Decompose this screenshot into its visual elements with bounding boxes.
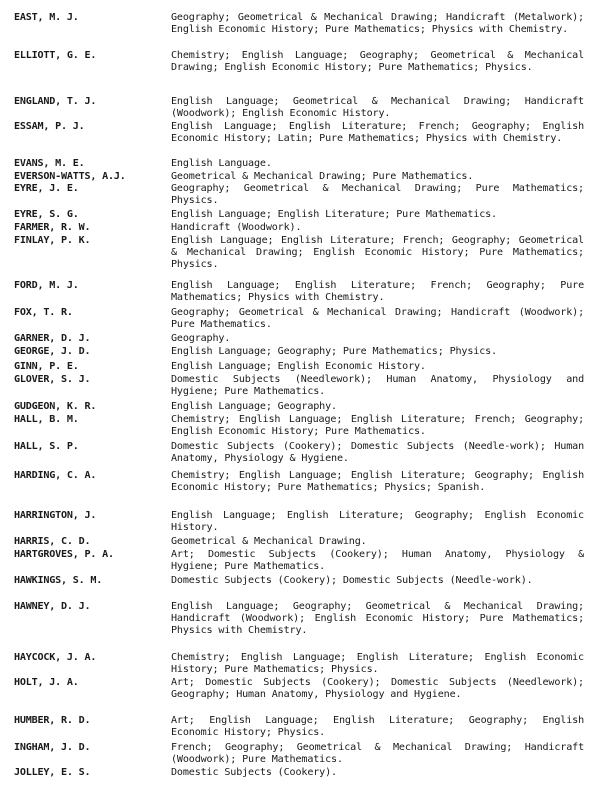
candidate-name: GLOVER, S. J. — [14, 374, 91, 385]
candidate-subjects: English Language; English Literature; French; Geography; Pure Mathematics; Physics with Chemistry. — [171, 280, 584, 303]
candidate-name: ENGLAND, T. J. — [14, 96, 97, 107]
candidate-subjects: Geography; Geometrical & Mechanical Drawing; Handicraft (Woodwork); Pure Mathematics. — [171, 307, 584, 330]
candidate-subjects: English Language; English Literature; French; Geography; Geometrical & Mechanical Drawing; English Economic History; Pure Mathematics; Physics. — [171, 235, 584, 270]
candidate-name: GARNER, D. J. — [14, 333, 91, 344]
candidate-name: EVERSON-WATTS, A.J. — [14, 171, 126, 182]
candidate-name: EAST, M. J. — [14, 12, 79, 23]
candidate-subjects: Art; Domestic Subjects (Cookery); Human Anatomy, Physiology & Hygiene; Pure Mathematics. — [171, 549, 584, 572]
candidate-name: ESSAM, P. J. — [14, 121, 85, 132]
candidate-name: EYRE, J. E. — [14, 183, 79, 194]
candidate-name: ELLIOTT, G. E. — [14, 50, 97, 61]
candidate-name: HARTGROVES, P. A. — [14, 549, 114, 560]
candidate-name: HALL, B. M. — [14, 414, 79, 425]
candidate-name: HARRIS, C. D. — [14, 536, 91, 547]
candidate-subjects: Geography; Geometrical & Mechanical Drawing; Pure Mathematics; Physics. — [171, 183, 584, 206]
candidate-subjects: English Language. — [171, 158, 272, 169]
candidate-subjects: Geometrical & Mechanical Drawing. — [171, 536, 367, 547]
candidate-subjects: Domestic Subjects (Cookery); Domestic Subjects (Needle-work); Human Anatomy, Physiology & Hygiene. — [171, 441, 584, 464]
candidate-name: GEORGE, J. D. — [14, 346, 91, 357]
candidate-subjects: Geography; Geometrical & Mechanical Drawing; Handicraft (Metalwork); English Economic History; Pure Mathematics; Physics with Chemistry. — [171, 12, 584, 35]
candidate-name: EVANS, M. E. — [14, 158, 85, 169]
candidate-subjects: English Language; English Literature; Pure Mathematics. — [171, 209, 497, 220]
candidate-subjects: Chemistry; English Language; Geography; Geometrical & Mechanical Drawing; English Economic History; Pure Mathematics; Physics. — [171, 50, 584, 73]
candidate-name: EYRE, S. G. — [14, 209, 79, 220]
candidate-subjects: Art; Domestic Subjects (Cookery); Domestic Subjects (Needlework); Geography; Human Anatomy, Physiology and Hygiene. — [171, 677, 584, 700]
candidate-subjects: Domestic Subjects (Cookery); Domestic Subjects (Needle-work). — [171, 575, 533, 586]
candidate-subjects: English Language; English Literature; French; Geography; English Economic History; Latin; Pure Mathematics; Physics with Chemistry. — [171, 121, 584, 144]
candidate-name: HOLT, J. A. — [14, 677, 79, 688]
candidate-name: HUMBER, R. D. — [14, 715, 91, 726]
candidate-subjects: Chemistry; English Language; English Literature; Geography; English Economic History; Pure Mathematics; Physics; Spanish. — [171, 470, 584, 493]
candidate-name: HAWNEY, D. J. — [14, 601, 91, 612]
candidate-name: FARMER, R. W. — [14, 222, 91, 233]
candidate-name: HAYCOCK, J. A. — [14, 652, 97, 663]
candidate-subjects: Geometrical & Mechanical Drawing; Pure Mathematics. — [171, 171, 474, 182]
candidate-subjects: Domestic Subjects (Cookery). — [171, 767, 337, 778]
candidate-name: HARRINGTON, J. — [14, 510, 97, 521]
candidate-subjects: English Language; English Literature; Geography; English Economic History. — [171, 510, 584, 533]
candidate-name: INGHAM, J. D. — [14, 742, 91, 753]
candidate-name: HALL, S. P. — [14, 441, 79, 452]
candidate-name: FINLAY, P. K. — [14, 235, 91, 246]
candidate-name: GUDGEON, K. R. — [14, 401, 97, 412]
candidate-name: GINN, P. E. — [14, 361, 79, 372]
candidate-name: FOX, T. R. — [14, 307, 73, 318]
candidate-name: HAWKINGS, S. M. — [14, 575, 103, 586]
candidate-name: HARDING, C. A. — [14, 470, 97, 481]
candidate-subjects: English Language; English Economic History. — [171, 361, 426, 372]
candidate-subjects: Domestic Subjects (Needlework); Human Anatomy, Physiology and Hygiene; Pure Mathematics. — [171, 374, 584, 397]
candidate-subjects: English Language; Geography. — [171, 401, 337, 412]
candidate-subjects: English Language; Geography; Geometrical & Mechanical Drawing; Handicraft (Woodwork); English Economic History; Pure Mathematics; Physics with Chemistry. — [171, 601, 584, 636]
candidate-subjects: French; Geography; Geometrical & Mechanical Drawing; Handicraft (Woodwork); Pure Mathematics. — [171, 742, 584, 765]
candidate-subjects: Geography. — [171, 333, 231, 344]
candidate-subjects: Art; English Language; English Literature; Geography; English Economic History; Physics. — [171, 715, 584, 738]
candidate-subjects: Chemistry; English Language; English Literature; French; Geography; English Economic History; Pure Mathematics. — [171, 414, 584, 437]
candidate-subjects: English Language; Geography; Pure Mathematics; Physics. — [171, 346, 497, 357]
candidate-name: FORD, M. J. — [14, 280, 79, 291]
candidate-subjects: English Language; Geometrical & Mechanical Drawing; Handicraft (Woodwork); English Economic History. — [171, 96, 584, 119]
candidate-subjects: Chemistry; English Language; English Literature; English Economic History; Pure Mathematics; Physics. — [171, 652, 584, 675]
candidate-name: JOLLEY, E. S. — [14, 767, 91, 778]
candidate-subjects: Handicraft (Woodwork). — [171, 222, 302, 233]
